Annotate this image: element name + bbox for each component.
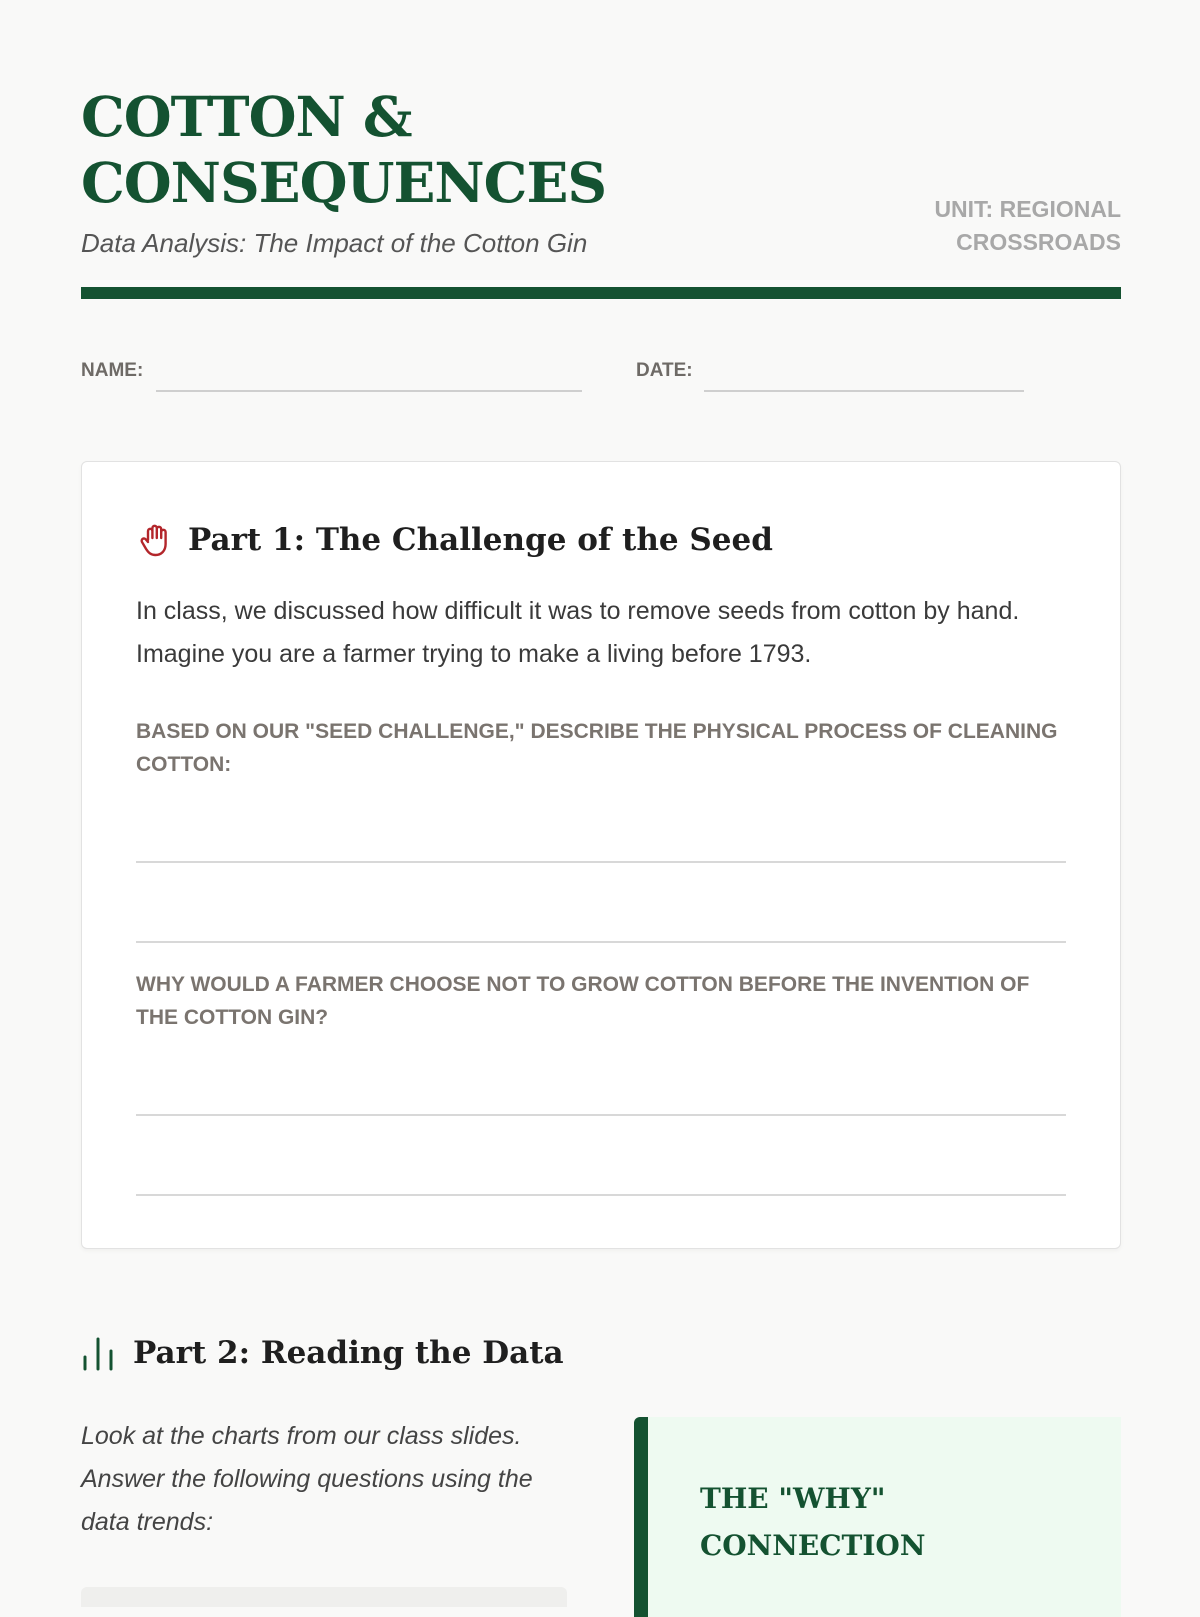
part2-heading [81, 1333, 564, 1373]
page-subtitle: Data Analysis: The Impact of the Cotton Gin [81, 228, 588, 258]
why-title-line-1: THE "WHY" [700, 1482, 886, 1515]
worksheet-page [81, 0, 1121, 1600]
question-1-answer-line-2[interactable] [136, 941, 1066, 943]
question-1-label: BASED ON OUR "SEED CHALLENGE," DESCRIBE THE PHYSICAL PROCESS OF CLEANING COTTON: [136, 720, 1058, 776]
date-label: DATE: [636, 360, 693, 381]
title-line-2: CONSEQUENCES [81, 150, 607, 215]
page-title [81, 84, 681, 216]
why-title-line-2: CONNECTION [700, 1529, 926, 1562]
part1-title: Part 1: The Challenge of the Seed [188, 522, 773, 558]
title-line-1: COTTON & [81, 84, 412, 149]
question-2-answer-line-1[interactable] [136, 1114, 1066, 1116]
question-2-label: WHY WOULD A FARMER CHOOSE NOT TO GROW COTTON BEFORE THE INVENTION OF THE COTTON GIN? [136, 973, 1030, 1029]
unit-line-2: CROSSROADS [956, 229, 1121, 255]
hand-icon [136, 520, 176, 560]
question-2-answer-line-2[interactable] [136, 1194, 1066, 1196]
student-info-fields [81, 360, 1121, 400]
part2-question-box [81, 1587, 567, 1607]
part1-heading [136, 520, 773, 560]
part1-card [81, 461, 1121, 1249]
header-divider [81, 287, 1121, 299]
question-1-answer-line-1[interactable] [136, 861, 1066, 863]
unit-label [901, 193, 1121, 259]
part2-title: Part 2: Reading the Data [133, 1335, 564, 1371]
worksheet-header [81, 84, 1121, 300]
why-connection-title [700, 1475, 1000, 1569]
name-label: NAME: [81, 360, 144, 381]
unit-line-1: UNIT: REGIONAL [934, 196, 1121, 222]
part2-intro: Look at the charts from our class slides. Answer the following questions using the data trends: [81, 1422, 533, 1536]
name-field[interactable] [156, 390, 582, 392]
bar-chart-icon [81, 1333, 115, 1373]
part1-intro: In class, we discussed how difficult it was to remove seeds from cotton by hand. Imagine you are a farmer trying to make a living before 1793. [136, 597, 1020, 668]
why-connection-callout [634, 1417, 1121, 1617]
date-field[interactable] [704, 390, 1024, 392]
